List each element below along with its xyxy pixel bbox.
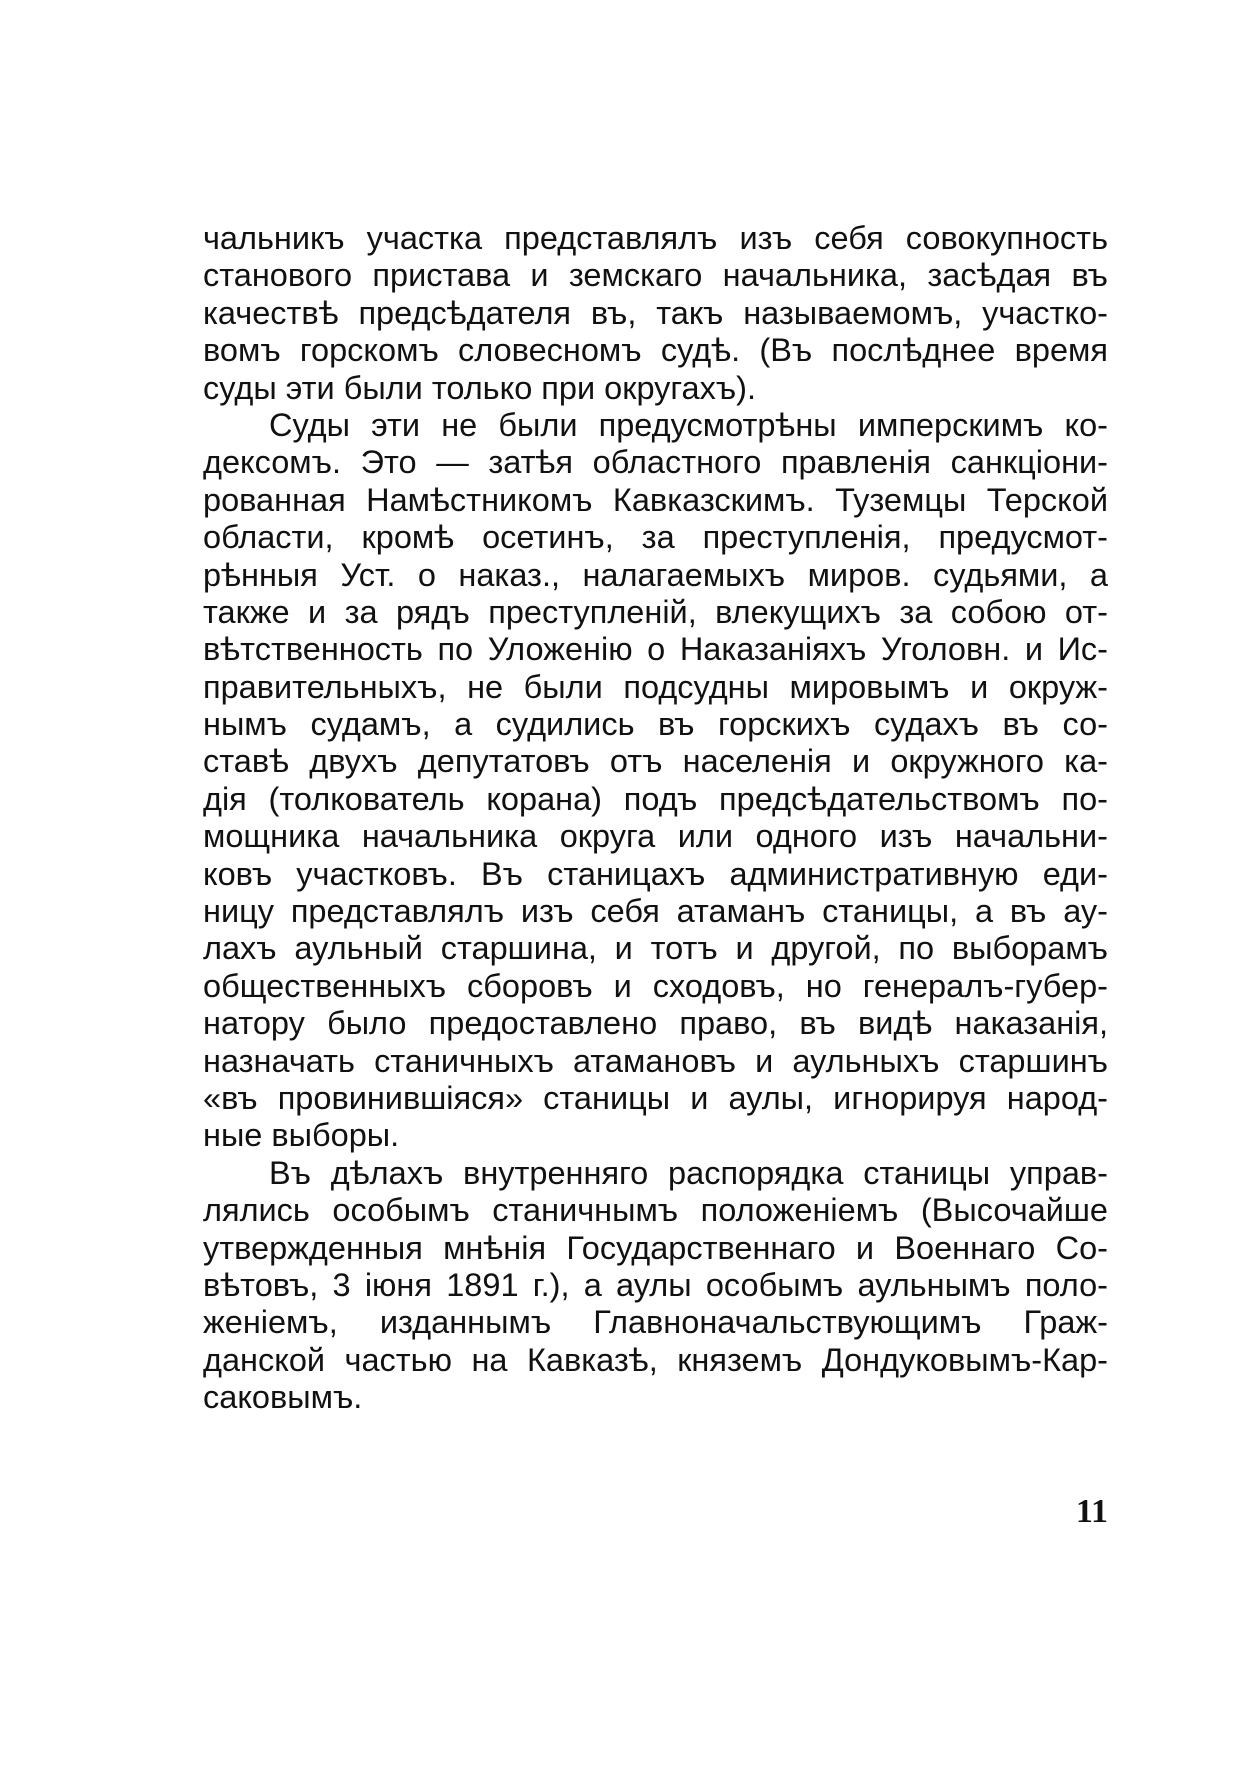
- text-line: вѣтовъ, 3 іюня 1891 г.), а аулы особымъ аульнымъ поло-: [203, 1266, 1108, 1303]
- text-line: качествѣ предсѣдателя въ, такъ называемомъ, участко-: [203, 294, 1108, 331]
- body-text: [203, 220, 1108, 1417]
- text-line: «въ провинившіяся» станицы и аулы, игнорируя народ-: [203, 1079, 1108, 1116]
- text-line: области, кромѣ осетинъ, за преступленія, предусмот-: [203, 519, 1108, 556]
- page-number: 11: [1075, 1493, 1108, 1530]
- text-line: рованная Намѣстникомъ Кавказскимъ. Туземцы Терской: [203, 481, 1108, 518]
- text-line: правительныхъ, не были подсудны мировымъ и окруж-: [203, 668, 1108, 705]
- text-line: ставѣ двухъ депутатовъ отъ населенія и окружного ка-: [203, 743, 1108, 780]
- text-line: рѣнныя Уст. о наказ., налагаемыхъ миров. судьями, а: [203, 556, 1108, 593]
- text-line: ницу представлялъ изъ себя атаманъ станицы, а въ ау-: [203, 893, 1108, 930]
- text-line: мощника начальника округа или одного изъ начальни-: [203, 818, 1108, 855]
- text-line: лахъ аульный старшина, и тотъ и другой, по выборамъ: [203, 930, 1108, 967]
- text-line: лялись особымъ станичнымъ положеніемъ (Высочайше: [203, 1192, 1108, 1229]
- text-line: ные выборы.: [203, 1117, 400, 1154]
- text-line: также и за рядъ преступленій, влекущихъ за собою от-: [203, 593, 1108, 630]
- text-line: чальникъ участка представлялъ изъ себя совокупность: [203, 220, 1108, 256]
- text-line: вомъ горскомъ словесномъ судѣ. (Въ послѣднее время: [203, 332, 1108, 369]
- text-line: суды эти были только при округахъ).: [203, 369, 757, 406]
- text-line: натору было предоставлено право, въ видѣ наказанія,: [203, 1005, 1108, 1042]
- text-line: дія (толкователь корана) подъ предсѣдательствомъ по-: [203, 780, 1108, 817]
- text-line: нымъ судамъ, а судились въ горскихъ судахъ въ со-: [203, 706, 1108, 743]
- text-line: назначать станичныхъ атамановъ и аульныхъ старшинъ: [203, 1042, 1108, 1079]
- text-line: саковымъ.: [203, 1379, 363, 1416]
- text-line: ковъ участковъ. Въ станицахъ административную еди-: [203, 855, 1108, 892]
- text-line: данской частью на Кавказѣ, княземъ Дондуковымъ-Кар-: [203, 1341, 1108, 1378]
- text-line: станового пристава и земскаго начальника, засѣдая въ: [203, 257, 1108, 294]
- text-line: женіемъ, изданнымъ Главноначальствующимъ Граж-: [203, 1304, 1108, 1341]
- text-line: общественныхъ сборовъ и сходовъ, но генералъ-губер-: [203, 967, 1108, 1004]
- text-line: дексомъ. Это — затѣя областного правленія санкціони-: [203, 444, 1108, 481]
- text-line: утвержденныя мнѣнія Государственнаго и Военнаго Со-: [203, 1229, 1108, 1266]
- text-line: вѣтственность по Уложенію о Наказаніяхъ Уголовн. и Ис-: [203, 631, 1108, 668]
- text-line: Въ дѣлахъ внутренняго распорядка станицы управ-: [269, 1154, 1108, 1191]
- text-line: Суды эти не были предусмотрѣны имперскимъ ко-: [269, 406, 1108, 443]
